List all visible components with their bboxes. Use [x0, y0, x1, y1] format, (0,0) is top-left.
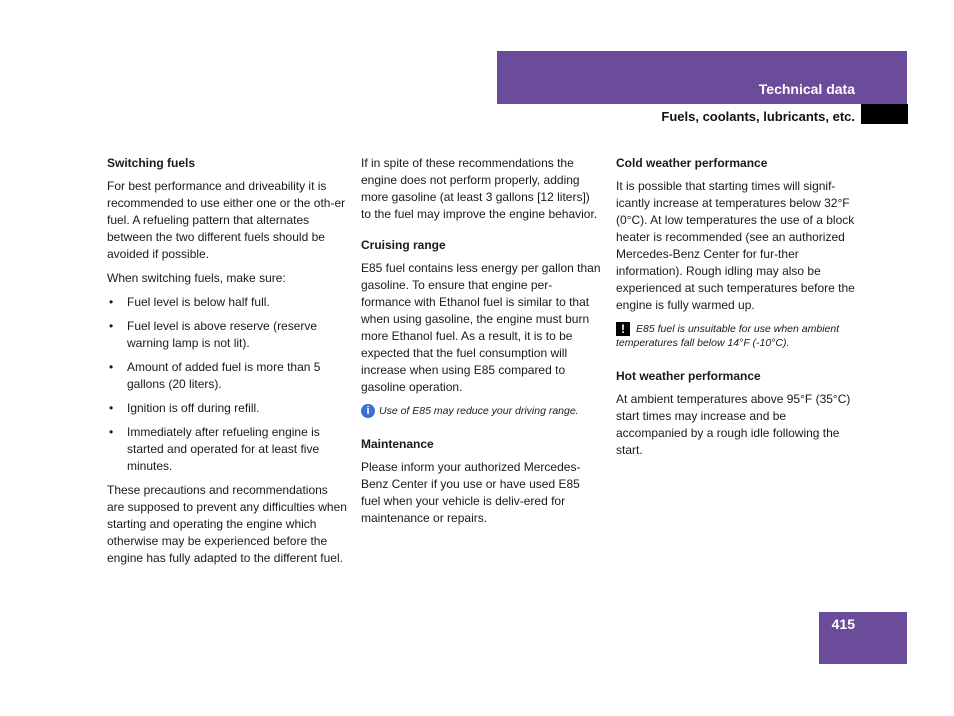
column-2	[361, 155, 601, 534]
list-item: • Immediately after refueling engine is started and operated for at least five minutes.	[107, 424, 347, 475]
switching-fuels-conclusion: These precautions and recommendations are supposed to prevent any difficulties when starting and operating the engine which otherwise may be experienced before the engine has fully adapted to the different fuel.	[107, 483, 347, 565]
cruising-range-text: E85 fuel contains less energy per gallon than gasoline. To ensure that engine per-formance with Ethanol fuel is similar to that when using gasoline, the engine must burn more Ethanol fuel. As a result, it is to be expected that the fuel consumption will increase when using E85 compared to gasoline operation.	[361, 261, 601, 394]
list-item: • Ignition is off during refill.	[107, 400, 347, 417]
warning-note-text: E85 fuel is unsuitable for use when ambient temperatures fall below 14°F (-10°C).	[616, 323, 840, 350]
cold-weather-text: It is possible that starting times will signif-icantly increase at temperatures below 32°F (0°C). At low temperatures the use of a block heater is recommended (see an authorized Mercedes-Benz Center for fur-ther information). Rough idling may also be experienced at such temperatures before the engine is fully warmed up.	[616, 179, 855, 312]
column-3	[616, 155, 856, 466]
warning-icon: !	[616, 322, 630, 336]
cruising-range-heading: Cruising range	[361, 238, 446, 252]
section-title: Technical data	[758, 81, 855, 97]
warning-note	[616, 322, 856, 350]
switching-fuels-checklist-intro: When switching fuels, make sure:	[107, 271, 286, 285]
maintenance-text: Please inform your authorized Mercedes-Benz Center if you use or have used E85 fuel when your vehicle is deliv-ered for maintenance or repairs.	[361, 460, 581, 526]
info-note	[361, 404, 601, 418]
info-icon: i	[361, 404, 375, 418]
hot-weather-heading: Hot weather performance	[616, 369, 761, 384]
switching-fuels-checklist	[107, 294, 347, 475]
column-1	[107, 155, 347, 574]
list-item: • Fuel level is above reserve (reserve warning lamp is not lit).	[107, 318, 347, 352]
maintenance-heading: Maintenance	[361, 437, 434, 452]
recommendation-text: If in spite of these recommendations the engine does not perform properly, adding more gasoline (at least 3 gallons [12 liters]) to the fuel may improve the engine behavior.	[361, 156, 598, 221]
section-tab-marker	[861, 104, 908, 124]
section-subtitle: Fuels, coolants, lubricants, etc.	[661, 109, 855, 124]
hot-weather-text: At ambient temperatures above 95°F (35°C) start times may increase and be accompanied by a rough idle following the start.	[616, 392, 851, 458]
switching-fuels-heading: Switching fuels	[107, 156, 196, 170]
switching-fuels-intro: For best performance and driveability it is recommended to use either one or the oth-er fuel. A refueling pattern that alternates between the two different fuels should be avoided if possible.	[107, 179, 346, 261]
cold-weather-heading: Cold weather performance	[616, 156, 768, 170]
list-item: • Amount of added fuel is more than 5 gallons (20 liters).	[107, 359, 347, 393]
page-number: 415	[831, 616, 855, 632]
info-note-text: Use of E85 may reduce your driving range.	[379, 405, 579, 417]
list-item: • Fuel level is below half full.	[107, 294, 347, 311]
